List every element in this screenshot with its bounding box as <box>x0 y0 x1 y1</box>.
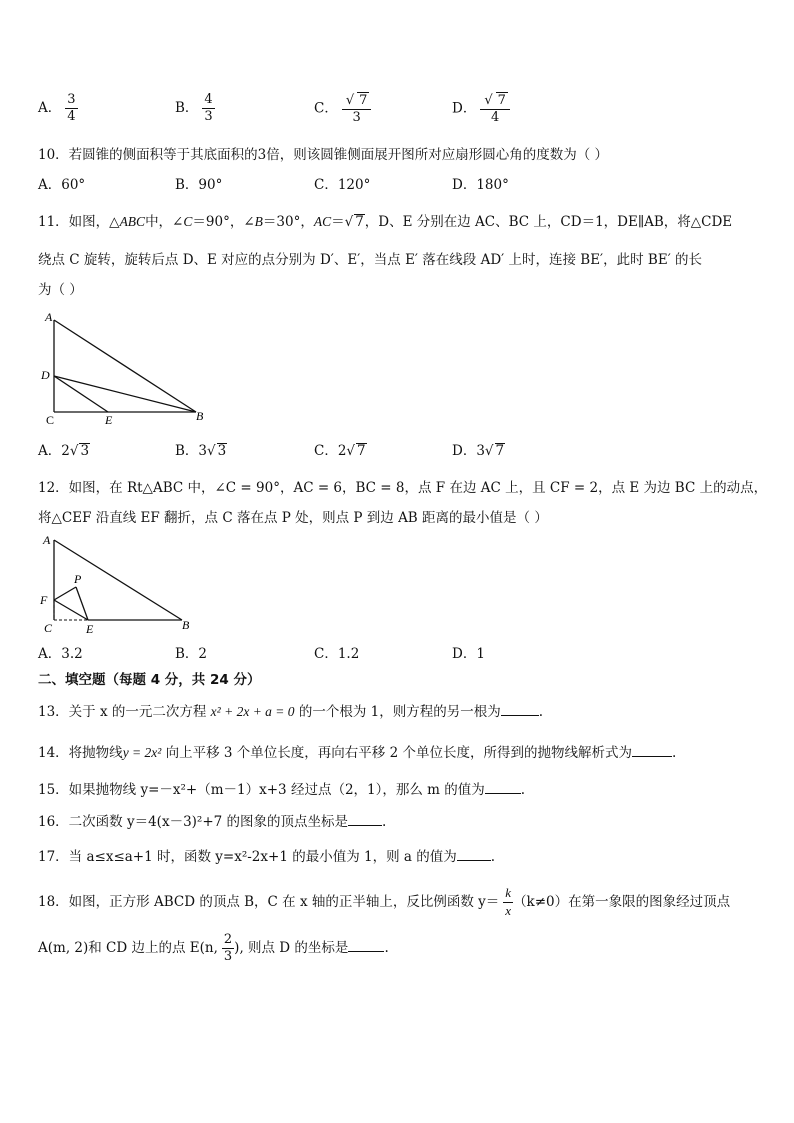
q13-answer-blank[interactable] <box>501 701 539 716</box>
q17-answer-blank[interactable] <box>457 846 491 861</box>
q12-segment-fe <box>54 600 88 620</box>
q15-answer-blank[interactable] <box>485 779 521 794</box>
q12-segment-pe <box>76 587 88 620</box>
q11-line-2: 绕点 C 旋转，旋转后点 D、E 对应的点分别为 D′、E′，当点 E′ 落在线段 AD′ 上时，连接 BE′，此时 BE′ 的长 <box>38 252 703 268</box>
q10-option-d: D．180° <box>452 177 509 193</box>
q9-option-d-fraction: $\frac{√ 7}{4}$ <box>480 92 510 126</box>
q12-label-p: P <box>74 572 82 586</box>
q11-line-1: 11．如图，△ABC中，∠C＝90°，∠B＝30°，AC＝√ 7，D、E 分别在边 AC、BC 上，CD＝1，DE∥AB，将△CDE <box>38 214 733 230</box>
q17-text: 17．当 a≤x≤a+1 时，函数 y=x²-2x+1 的最小值为 1，则 a 的值为 . <box>38 846 495 867</box>
q10-option-a: A．60° <box>38 177 86 193</box>
q9-option-c-fraction: $\frac{√ 7}{3}$ <box>342 92 372 126</box>
q12-option-b: B．2 <box>175 646 208 662</box>
q10-option-c: C．120° <box>314 177 371 193</box>
q11-label-d: D <box>41 368 50 382</box>
q11-line-3: 为（ ） <box>38 282 83 298</box>
q12-label-f: F <box>40 593 48 607</box>
q11-label-e: E <box>105 413 113 426</box>
q13-text: 13．关于 x 的一元二次方程 x² + 2x + a = 0 的一个根为 1，则方程的另一根为 . <box>38 701 543 722</box>
q12-label-e: E <box>86 622 94 636</box>
q12-option-d: D．1 <box>452 646 485 662</box>
q12-line-2: 将△CEF 沿直线 EF 翻折，点 C 落在点 P 处，则点 P 到边 AB 距离的最小值是（ ） <box>38 510 548 526</box>
q16-text: 16．二次函数 y＝4(x－3)²+7 的图象的顶点坐标是 . <box>38 811 386 832</box>
q11-triangle-figure <box>36 308 216 426</box>
q16-answer-blank[interactable] <box>348 811 382 826</box>
q18-answer-blank[interactable] <box>348 937 384 952</box>
q9-option-a-fraction: $\frac{3}{4}$ <box>67 92 76 124</box>
q13-equation: x² + 2x + a = 0 <box>210 704 295 719</box>
q9-option-c: C． $\frac{√ 7}{3}$ <box>314 92 371 126</box>
q12-segment-fp <box>54 587 76 600</box>
q12-label-c: C <box>44 621 53 635</box>
q12-label-a: A <box>43 533 51 547</box>
q9-option-a: A． $\frac{3}{4}$ <box>38 92 76 124</box>
q11-label-c: C <box>46 413 55 426</box>
q11-label-a: A <box>45 310 53 324</box>
q9-option-d: D． $\frac{√ 7}{4}$ <box>452 92 510 126</box>
q12-label-b: B <box>182 618 190 632</box>
q9-option-b-fraction: $\frac{4}{3}$ <box>204 92 213 124</box>
q11-option-a: A．2√ 3 <box>38 443 90 459</box>
q11-option-b: B．3√ 3 <box>175 443 227 459</box>
q12-option-c: C．1.2 <box>314 646 360 662</box>
q10-option-b: B．90° <box>175 177 223 193</box>
q11-option-c: C．2√ 7 <box>314 443 366 459</box>
q18-line-1: 18．如图，正方形 ABCD 的顶点 B，C 在 x 轴的正半轴上，反比例函数 y＝ $\frac{k}{x}$ （k≠0）在第一象限的图象经过顶点 <box>38 885 731 918</box>
q12-triangle-figure <box>36 532 206 640</box>
q14-answer-blank[interactable] <box>632 742 672 757</box>
q11-segment-db <box>54 376 196 412</box>
q12-option-a: A．3.2 <box>38 646 83 662</box>
q12-line-1: 12．如图，在 Rt△ABC 中，∠C = 90°，AC = 6，BC = 8，点 F 在边 AC 上，且 CF = 2，点 E 为边 BC 上的动点， <box>38 480 768 496</box>
section-2-title: 二、填空题（每题 4 分，共 24 分） <box>38 672 261 688</box>
q11-label-b: B <box>196 409 204 423</box>
q9-option-b: B． $\frac{4}{3}$ <box>175 92 213 124</box>
q10-text: 10．若圆锥的侧面积等于其底面积的3倍，则该圆锥侧面展开图所对应扇形圆心角的度数为（ ） <box>38 147 609 163</box>
q18-line-2: A(m, 2)和 CD 边上的点 E(n, $\frac{2}{3}$ ), 则点 D 的坐标是 . <box>38 932 389 964</box>
q14-text: 14．将抛物线y = 2x² 向上平移 3 个单位长度，再向右平移 2 个单位长度，所得到的抛物线解析式为 . <box>38 742 676 763</box>
q18-fraction-two-thirds: $\frac{2}{3}$ <box>223 932 233 964</box>
q11-side-ab <box>54 320 196 412</box>
q18-fraction-k-over-x: $\frac{k}{x}$ <box>505 885 512 918</box>
q11-segment-de <box>54 376 108 412</box>
q14-equation: y = 2x² <box>122 745 162 760</box>
q15-text: 15．如果抛物线 y=－x²+（m－1）x+3 经过点（2，1），那么 m 的值为 . <box>38 779 525 800</box>
q11-option-d: D．3√ 7 <box>452 443 505 459</box>
